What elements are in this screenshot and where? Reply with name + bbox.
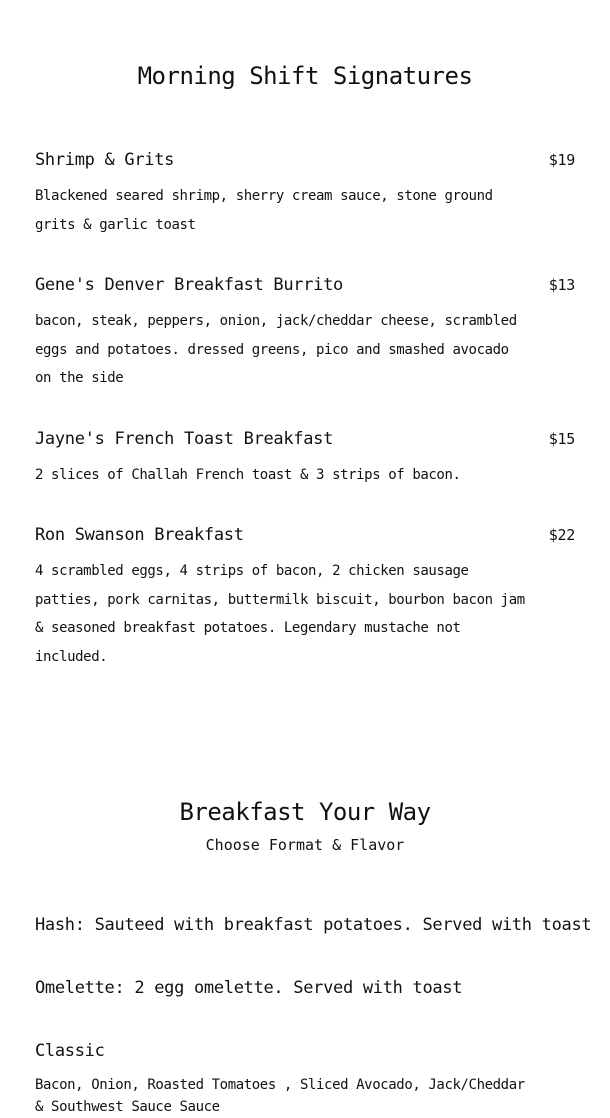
omelette-option: Omelette: 2 egg omelette. Served with toast xyxy=(35,978,463,998)
hash-option: Hash: Sauteed with breakfast potatoes. Served with toast xyxy=(35,915,592,935)
item-name: Jayne's French Toast Breakfast xyxy=(35,429,334,449)
item-header xyxy=(35,429,575,453)
breakfast-your-way-title: Breakfast Your Way xyxy=(179,798,431,826)
item-header xyxy=(35,150,575,174)
item-name: Ron Swanson Breakfast xyxy=(35,525,244,545)
menu-item xyxy=(35,150,575,239)
item-name: Shrimp & Grits xyxy=(35,150,175,170)
item-header xyxy=(35,275,575,299)
item-price: $19 xyxy=(548,151,575,169)
item-description: bacon, steak, peppers, onion, jack/cheddar cheese, scrambled eggs and potatoes. dressed greens, pico and smashed avocado on the side xyxy=(35,313,517,386)
item-description: 2 slices of Challah French toast & 3 strips of bacon. xyxy=(35,467,461,483)
breakfast-your-way-subtitle: Choose Format & Flavor xyxy=(205,836,405,854)
item-price: $15 xyxy=(548,430,575,448)
item-name: Gene's Denver Breakfast Burrito xyxy=(35,275,343,295)
item-description: 4 scrambled eggs, 4 strips of bacon, 2 chicken sausage patties, pork carnitas, buttermilk biscuit, bourbon bacon jam & seasoned breakfast potatoes. Legendary mustache not included. xyxy=(35,563,525,665)
item-price: $22 xyxy=(548,526,575,544)
classic-description: Bacon, Onion, Roasted Tomatoes , Sliced Avocado, Jack/Cheddar & Southwest Sauce Sauce xyxy=(35,1077,525,1115)
menu-item xyxy=(35,275,575,393)
menu-item xyxy=(35,429,575,490)
signatures-title: Morning Shift Signatures xyxy=(137,62,473,90)
item-price: $13 xyxy=(548,276,575,294)
classic-title: Classic xyxy=(35,1041,105,1061)
menu-item xyxy=(35,525,575,671)
item-description: Blackened seared shrimp, sherry cream sauce, stone ground grits & garlic toast xyxy=(35,188,493,233)
item-header xyxy=(35,525,575,549)
